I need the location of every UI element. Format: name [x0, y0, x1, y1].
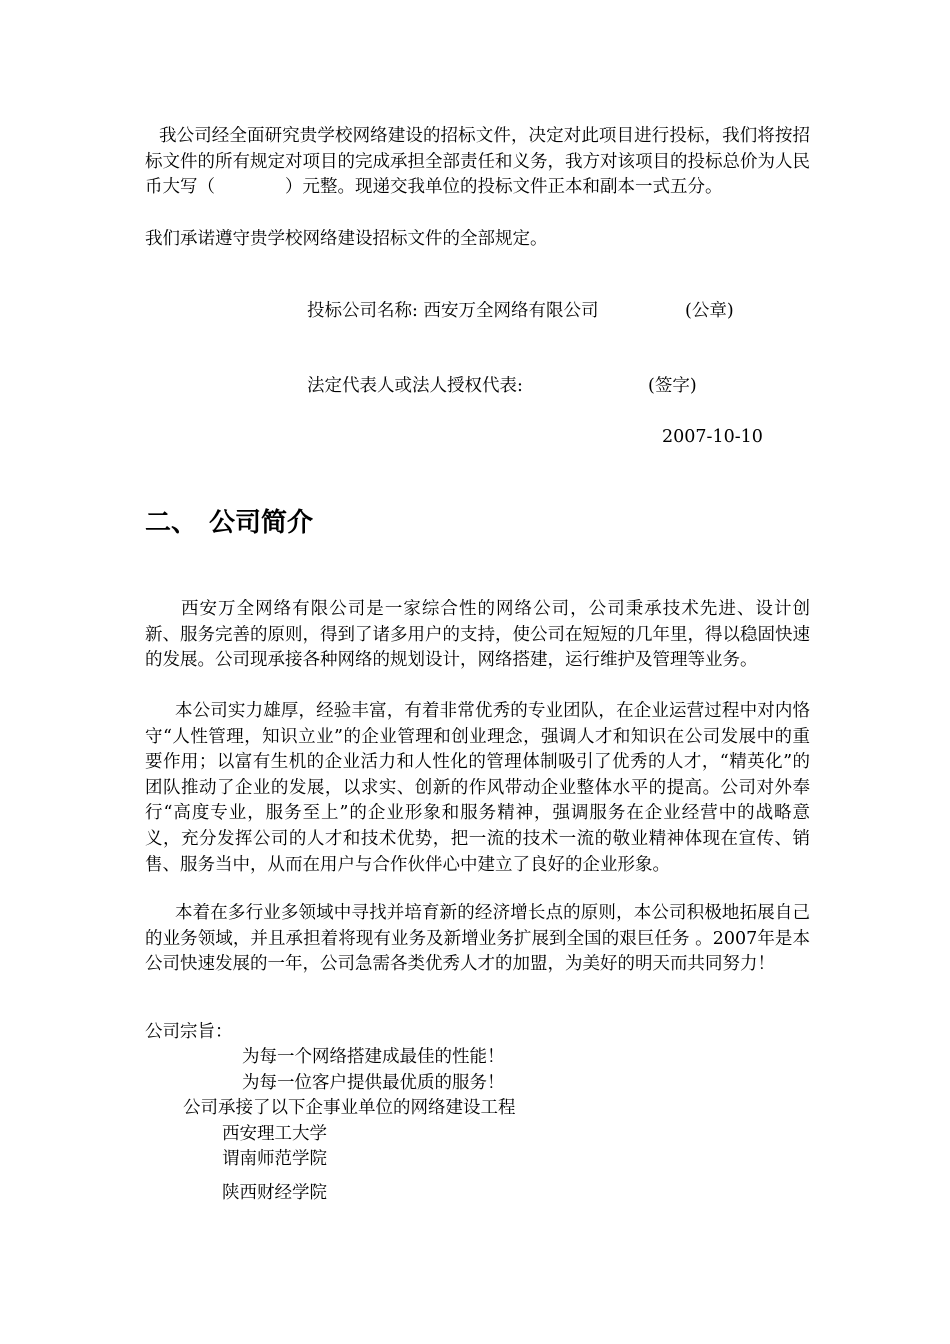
project-item: 谓南师范学院	[222, 1149, 327, 1169]
company-seal-label: (公章)	[685, 301, 734, 321]
section-title: 公司简介	[209, 508, 314, 538]
tenet-item: 为每一位客户提供最优质的服务！	[242, 1073, 505, 1093]
tenet-item: 为每一个网络搭建成最佳的性能！	[242, 1047, 505, 1067]
project-item: 陕西财经学院	[222, 1183, 327, 1203]
legal-representative-label: 法定代表人或法人授权代表:	[307, 376, 523, 396]
projects-intro: 公司承接了以下企事业单位的网络建设工程	[183, 1098, 516, 1118]
bidder-company-name: 投标公司名称: 西安万全网络有限公司	[307, 301, 599, 321]
bid-letter-commitment: 我们承诺遵守贵学校网络建设招标文件的全部规定。	[145, 229, 548, 249]
section-heading	[145, 505, 313, 541]
project-item: 西安理工大学	[222, 1124, 327, 1144]
signature-label: (签字)	[648, 376, 697, 396]
section-number: 二、	[145, 508, 198, 538]
tenet-label: 公司宗旨：	[145, 1022, 233, 1042]
company-intro-paragraph: 本着在多行业多领域中寻找并培育新的经济增长点的原则，本公司积极地拓展自己的业务领域，并且承担着将现有业务及新增业务扩展到全国的艰巨任务 。2007年是本公司快速发展的一年，公司急需各类优秀人才的加盟，为美好的明天而共同努力！	[145, 903, 810, 975]
letter-date: 2007-10-10	[662, 427, 763, 447]
company-intro-paragraph: 本公司实力雄厚，经验丰富，有着非常优秀的专业团队，在企业运营过程中对内恪守“人性管理，知识立业”的企业管理和创业理念，强调人才和知识在公司发展中的重要作用；以富有生机的企业活力和人性化的管理体制吸引了优秀的人才，“精英化”的团队推动了企业的发展，以求实、创新的作风带动企业整体水平的提高。公司对外奉行“高度专业，服务至上”的企业形象和服务精神，强调服务在企业经营中的战略意义，充分发挥公司的人才和技术优势，把一流的技术一流的敬业精神体现在宣传、销售、服务当中，从而在用户与合作伙伴心中建立了良好的企业形象。	[145, 701, 810, 875]
company-intro-paragraph: 西安万全网络有限公司是一家综合性的网络公司，公司秉承技术先进、设计创新、服务完善的原则，得到了诸多用户的支持，使公司在短短的几年里，得以稳固快速的发展。公司现承接各种网络的规划设计，网络搭建，运行维护及管理等业务。	[145, 599, 810, 671]
bid-letter-paragraph: 我公司经全面研究贵学校网络建设的招标文件，决定对此项目进行投标，我们将按招标文件的所有规定对项目的完成承担全部责任和义务，我方对该项目的投标总价为人民币大写（ ）元整。现递交我单位的投标文件正本和副本一式五分。	[145, 126, 810, 198]
